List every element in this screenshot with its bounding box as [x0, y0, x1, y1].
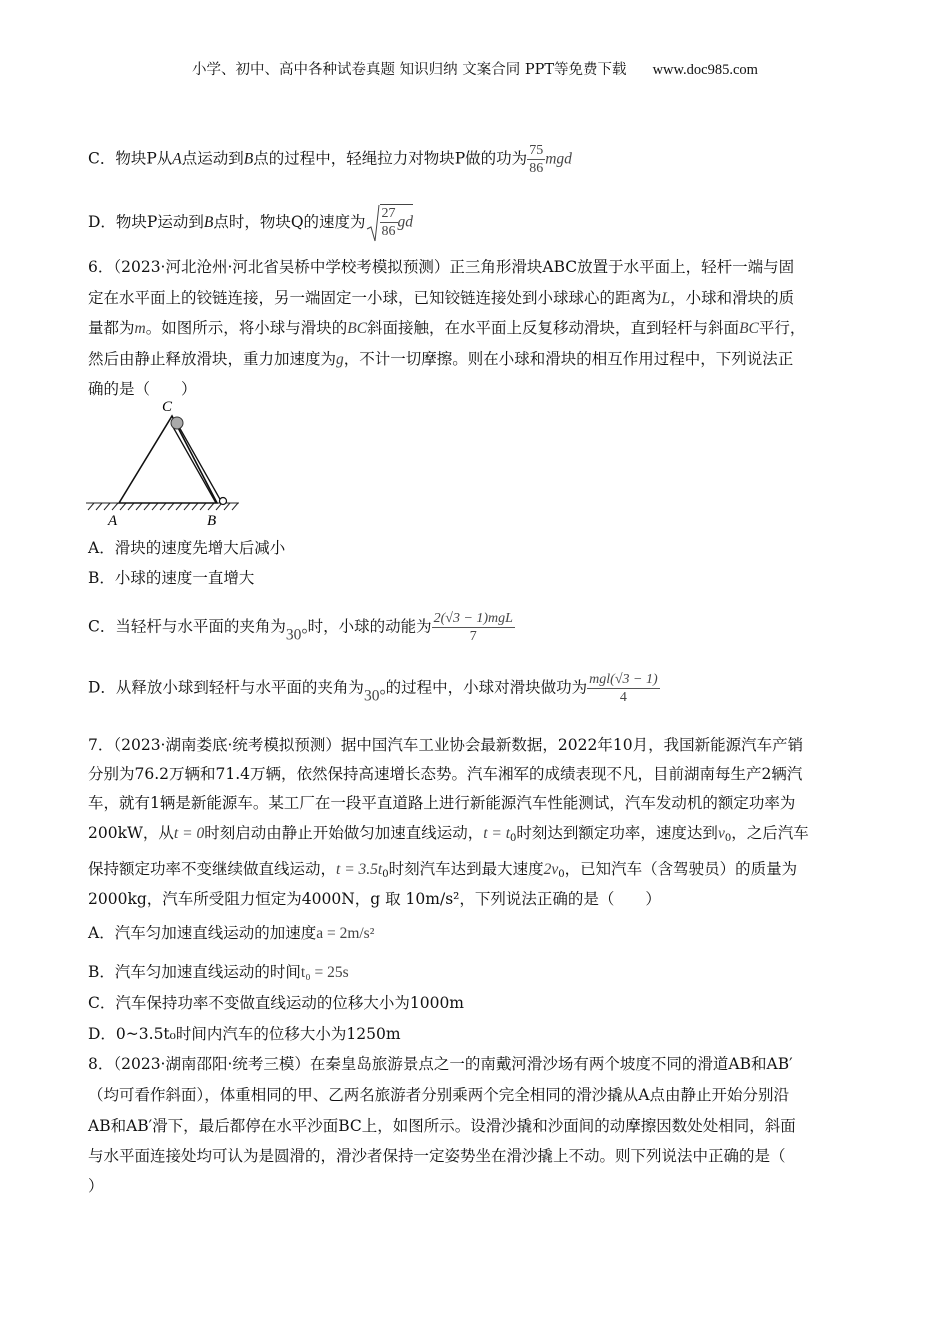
- q7-option-c[interactable]: C．汽车保持功率不变做直线运动的位移大小为1000m: [88, 994, 465, 1012]
- q7-line-2: 分别为76.2万辆和71.4万辆，依然保持高速增长态势。汽车湘军的成绩表现不凡，目前湖南每生产2辆汽: [88, 765, 803, 783]
- q8-line-5: ）: [88, 1177, 104, 1195]
- label-b: B: [207, 513, 217, 529]
- q6-line-4: 然后由静止释放滑块，重力加速度为g，不计一切摩擦。则在小球和滑块的相互作用过程中，下列说法正: [88, 350, 794, 368]
- q6-option-b[interactable]: B．小球的速度一直增大: [88, 569, 255, 587]
- q7-line-4: 200kW，从t = 0时刻启动由静止开始做匀加速直线运动，$t = t_0$时刻达到额定功率，速度达到$v_0$，之后汽车: [88, 824, 809, 844]
- q6-option-a[interactable]: A．滑块的速度先增大后减小: [88, 539, 286, 557]
- q6-line-1: 6．（2023·河北沧州·河北省吴桥中学校考模拟预测）正三角形滑块ABC放置于水平面上，轻杆一端与固: [88, 258, 795, 276]
- q6-option-d[interactable]: D．从释放小球到轻杆与水平面的夹角为30°的过程中，小球对滑块做功为 $\frac{\text{mgl(√3 − 1)}}{4}$: [88, 672, 658, 705]
- header-text: 小学、初中、高中各种试卷真题 知识归纳 文案合同 PPT等免费下载: [192, 62, 627, 78]
- hinge: [220, 498, 227, 505]
- q7-option-b[interactable]: B．汽车匀加速直线运动的时间t₀ = 25s: [88, 963, 349, 981]
- q7-line-5: 保持额定功率不变继续做直线运动，$t = 3.5t_0$时刻汽车达到最大速度$2v_0$，已知汽车（含驾驶员）的质量为: [88, 860, 798, 880]
- q6-line-2: 定在水平面上的铰链连接，另一端固定一小球，已知铰链连接处到小球球心的距离为L，小球和滑块的质: [88, 289, 795, 307]
- q8-line-4: 与水平面连接处均可认为是圆滑的，滑沙者保持一定姿势坐在滑沙撬上不动。则下列说法中正确的是（: [88, 1147, 786, 1165]
- small-ball: [171, 417, 183, 429]
- q6-triangle-figure: [84, 398, 244, 530]
- q7-line-1: 7．（2023·湖南娄底·统考模拟预测）据中国汽车工业协会最新数据，2022年10月，我国新能源汽车产销: [88, 736, 804, 754]
- q8-line-1: 8．（2023·湖南邵阳·统考三模）在秦皇岛旅游景点之一的南戴河滑沙场有两个坡度不同的滑道AB和AB′: [88, 1055, 793, 1073]
- q6-line-3: 量都为m。如图所示，将小球与滑块的BC斜面接触，在水平面上反复移动滑块，直到轻杆与斜面BC平行，: [88, 319, 806, 337]
- header-url[interactable]: www.doc985.com: [652, 62, 758, 78]
- label-c: C: [162, 399, 173, 415]
- q7-option-a[interactable]: A．汽车匀加速直线运动的加速度a = 2m/s²: [88, 924, 375, 942]
- light-rod-edge-1: [178, 425, 221, 501]
- q5-option-d[interactable]: D．物块P运动到B点时，物块Q的速度为 $\frac{27}{86}$ gd: [88, 203, 413, 243]
- ground-hatching: [86, 503, 239, 510]
- triangle-slider: [119, 416, 217, 503]
- q7-line-6: 2000kg，汽车所受阻力恒定为4000N，g 取 10m/s²，下列说法正确的是（ ）: [88, 890, 661, 908]
- fraction: $\frac{\text{2(√3 − 1)mgL}}{7}$: [433, 611, 513, 644]
- q7-option-d[interactable]: D．0~3.5t₀时间内汽车的位移大小为1250m: [88, 1025, 401, 1043]
- label-a: A: [108, 513, 118, 529]
- q7-line-3: 车，就有1辆是新能源车。某工厂在一段平直道路上进行新能源汽车性能测试，汽车发动机的额定功率为: [88, 794, 796, 812]
- q5-option-c[interactable]: C．物块P从A点运动到B点的过程中，轻绳拉力对物块P做的功为 $\frac{75}{86}$ mgd: [88, 143, 572, 176]
- q8-line-2: （均可看作斜面），体重相同的甲、乙两名旅游者分别乘两个完全相同的滑沙撬从A点由静止开始分别沿: [88, 1086, 789, 1104]
- light-rod-edge-2: [173, 427, 216, 503]
- q6-option-c[interactable]: C．当轻杆与水平面的夹角为30°时，小球的动能为 $\frac{\text{2(√3 − 1)mgL}}{7}$: [88, 611, 513, 644]
- fraction: $\frac{75}{86}$: [529, 143, 544, 176]
- sqrt-expression: $\frac{27}{86}$ gd: [366, 203, 414, 243]
- q8-line-3: AB和AB′滑下，最后都停在水平沙面BC上，如图所示。设滑沙撬和沙面间的动摩擦因数处处相同，斜面: [88, 1117, 796, 1135]
- fraction: $\frac{\text{mgl(√3 − 1)}}{4}$: [589, 672, 658, 705]
- page-header: [0, 58, 950, 79]
- q6-line-5: 确的是（ ）: [88, 380, 197, 398]
